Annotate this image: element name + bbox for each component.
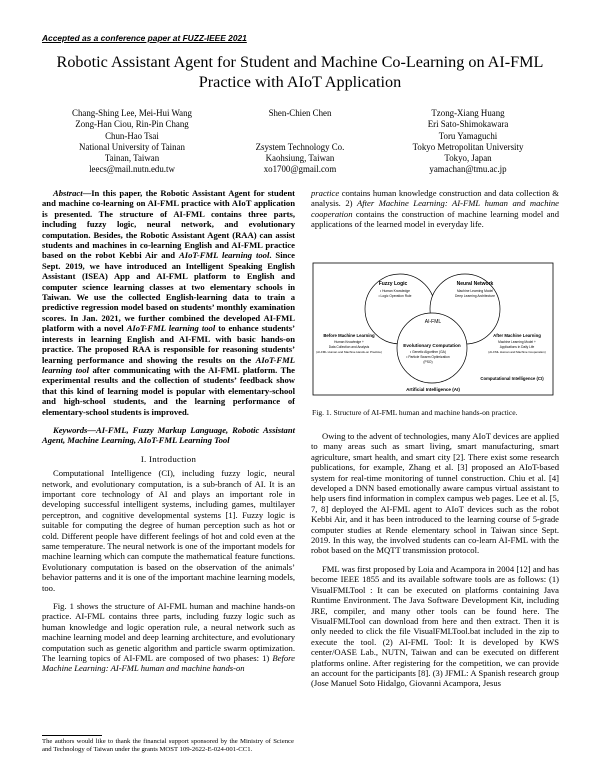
footnote-rule bbox=[42, 735, 102, 736]
author-email: yamachan@tmu.ac.jp bbox=[429, 164, 507, 175]
before-ml-item: Data Collection and Analysis bbox=[328, 345, 370, 349]
keywords bbox=[42, 425, 295, 446]
before-ml-title: Before Machine Learning bbox=[323, 333, 375, 338]
intro-phase-text: Before Machine Learning: AI-FML human and machine hands-on bbox=[42, 653, 295, 674]
paper-title bbox=[40, 52, 560, 92]
section-heading-introduction: I. Introduction bbox=[140, 453, 197, 464]
ai-label: Artificial Intelligence (AI) bbox=[406, 387, 460, 392]
phase-text: practice bbox=[311, 188, 340, 198]
intro-paragraph-2 bbox=[42, 601, 295, 674]
author-line: Chang-Shing Lee, Mei-Hui Wang bbox=[72, 108, 192, 118]
evo-item: • Particle Swarm Optimization bbox=[406, 355, 450, 359]
author-block-3 bbox=[378, 108, 558, 176]
abstract-text: . Since Sept. 2019, we have introduced an Intelligent Speaking English Assistant (ISEA) App and AI-FML platform to English and computer science learning classes at two elementary schools in Taiwan. We use the collected English-learning data to train a predictive regression model based on students’ monthly examination scores. In Jan. 2021, we further combined the developed AI-FML platform with a novel bbox=[42, 250, 295, 334]
abstract-text: In this paper, the Robotic Assistant Agent for student and machine co-learning on AI-FML practice with AIoT application is presented. The structure of AI-FML contains three parts, including fuzzy logic, neural network, and evolutionary computation. Besides, the Robotic Assistant Agent (RAA) can assist students and machines in co-learning English and AI-FML practice based on the robot Kebbi Air and bbox=[42, 188, 295, 261]
author-line: Tokyo Metropolitan University bbox=[412, 141, 524, 152]
author-line: Zsystem Technology Co. bbox=[255, 141, 345, 152]
neural-network-title: Neural Network bbox=[456, 281, 494, 287]
fuzzy-item: • Human Knowledge bbox=[380, 289, 410, 293]
author-email: xo1700@gmail.com bbox=[263, 164, 337, 175]
author-line: Zong-Han Ciou, Rin-Pin Chang bbox=[75, 119, 189, 130]
ai-fml-center-label: AI-FML bbox=[424, 319, 442, 325]
after-ml-title: After Machine Learning bbox=[493, 333, 541, 338]
author-email: leecs@mail.nutn.edu.tw bbox=[89, 164, 175, 175]
phase-text: After Machine Learning: AI-FML human and machine cooperation bbox=[311, 198, 559, 219]
after-ml-item: Machine Learning Model + bbox=[498, 340, 536, 344]
right-paragraph-2: FML was first proposed by Loia and Acampora in 2004 [12] and has become IEEE 1855 and its available software tools are as follows: (1) VisualFMLTool : It can be executed on platforms containing Java Runtime Environment. The Java Software Development Kit, including JRE, compiler, and many other tools can be found here. The VisualFMLTool can download from here and then extract. Then it is only needed to click the file VisualFMLTool.bat included in the zip to execute the tool. (2) AI-FML Tool: It is developed by KWS center/OASE Lab., NUTN, Taiwan and can be executed on different platforms online. After registering for the competition, we can provide an account for the participants [8]. (3) JFML: A Spanish research group (Jose Manuel Soto Hidalgo, Giovanni Acampora, Jesus bbox=[311, 563, 559, 689]
abstract-text: after communicating with the AI-FML platform. The experimental results and the collection of students’ feedback show that this kind of learning model is popular with elementary-school and high-school students, and the learning performance of elementary-school students is improved. bbox=[42, 364, 295, 417]
right-text: contains the construction of machine learning model and applications of the learned model in everyday life. bbox=[311, 208, 559, 230]
after-ml-item: Applications in Daily Life bbox=[499, 345, 535, 349]
author-line: Tokyo, Japan bbox=[444, 153, 492, 164]
intro-paragraph-1: Computational Intelligence (CI), including fuzzy logic, neural network, and evolutionary computation, is a sub-branch of AI. It is an important core technology of AI and plays an important role in developing successful intelligent systems, including games, multilayer perceptron, and cognitive developmental systems [1]. Fuzzy logic is suitable for computing the degree of human perception such as hot or cold. Different people have different feelings of hot and cold even at the same temperature. The neural network is one of the important models for machine learning which can compute the mathematical feature functions. Evolutionary computation is based on the observation of the animals’ behavior patterns and it is one of the important machine learning models, too. bbox=[42, 468, 295, 593]
keywords-label: Keywords— bbox=[53, 424, 96, 435]
right-column-bottom bbox=[311, 431, 559, 689]
author-line: Toru Yamaguchi bbox=[438, 130, 498, 141]
figure-1-diagram bbox=[312, 262, 554, 396]
ci-label: Computational Intelligence (CI) bbox=[480, 376, 544, 381]
right-text: contains human knowledge construction and data collection & analysis. 2) bbox=[311, 188, 559, 209]
abstract-text: to enhance students’ interests in learning English and AI-FML with basic hands-on practice. The proposed RAA is responsible for reasoning students’ learning performance and showing the results on the bbox=[42, 323, 295, 365]
abstract bbox=[42, 188, 295, 417]
fuzzy-item: • Logic Operation Rule bbox=[378, 294, 412, 298]
nn-item: Deep Learning Architecture bbox=[455, 294, 495, 298]
before-ml-item: Human Knowledge + bbox=[334, 340, 364, 344]
evo-item: • Genetic Algorithm (GA) bbox=[410, 350, 446, 354]
nn-item: Machine Learning Model bbox=[456, 289, 494, 293]
left-column bbox=[42, 188, 295, 674]
abstract-dash: — bbox=[82, 188, 92, 198]
evo-item: (PSO) bbox=[423, 360, 433, 364]
intro-text: Fig. 1 shows the structure of AI-FML human and machine hands-on practice. AI-FML contains three parts, including fuzzy logic such as human knowledge and logic operation rule, a neural network such as machine learning model and deep learning architecture, and evolutionary computation such as genetic algorithm and particle swarm optimization. The learning topics of AI-FML are composed of two phases: 1) bbox=[42, 601, 295, 664]
author-line: National University of Tainan bbox=[79, 141, 185, 152]
footnote: The authors would like to thank the financial support sponsored by the Ministry of Science and Technology of Taiwan under the grants MOST 109-2622-E-024-001-CC1. bbox=[42, 738, 294, 754]
author-line: Eri Sato-Shimokawara bbox=[427, 119, 509, 130]
author-line: Kaohsiung, Taiwan bbox=[265, 153, 335, 164]
author-line: Tainan, Taiwan bbox=[104, 153, 160, 164]
author-block-2 bbox=[212, 108, 388, 176]
after-ml-item: (AI-FML Human and Machine Cooperation) bbox=[488, 350, 546, 354]
figure-1-caption: Fig. 1. Structure of AI-FML human and machine hands-on practice. bbox=[312, 408, 518, 417]
author-line: Shen-Chien Chen bbox=[268, 108, 332, 118]
title-line-2: Practice with AIoT Application bbox=[198, 73, 402, 91]
abstract-tool: AIoT-FML learning tool bbox=[42, 354, 295, 375]
author-line: Chun-Hao Tsai bbox=[105, 130, 159, 141]
figure-1 bbox=[312, 262, 554, 396]
acceptance-banner: Accepted as a conference paper at FUZZ-IEEE 2021 bbox=[42, 33, 247, 43]
author-line: Tzong-Xiang Huang bbox=[431, 108, 505, 118]
right-paragraph-1: Owing to the advent of technologies, many AIoT devices are applied to many areas such as smart living, smart manufacturing, smart agriculture, smart health, and smart city [2]. There exist some research publications, for example, Zhang et al. [3] proposed an AIoT-based system for real-time monitoring of tunnel construction. Chiu et al. [4] developed a DNN based emotionally aware campus virtual assistant to help users find information in complex campus web pages. Lee et al. [5, 7, 8] deployed the AI-FML agent to AIoT devices such as the robot Kebbi Air, and it has been introduced to the learning course of 5-grade computer studies at Rende elementary school in Taiwan since Sept. 2019. In this way, the involved students can co-learn AI-FML with the robot based on the MQTT transmission protocol. bbox=[311, 431, 559, 556]
title-line-1: Robotic Assistant Agent for Student and Machine Co-Learning on AI-FML bbox=[56, 53, 544, 71]
author-block-1 bbox=[42, 108, 222, 176]
abstract-tool: AIoT-FML learning tool bbox=[179, 250, 270, 261]
fuzzy-logic-title: Fuzzy Logic bbox=[378, 281, 408, 287]
before-ml-item: (AI-FML Human and Machine Hands-on Practice) bbox=[316, 350, 382, 354]
right-paragraph-0 bbox=[311, 188, 559, 230]
right-column-top bbox=[311, 188, 559, 230]
abstract-tool: AIoT-FML learning tool bbox=[126, 323, 216, 334]
abstract-label: Abstract bbox=[53, 188, 83, 198]
keywords-text: AI-FML, Fuzzy Markup Language, Robotic Assistant Agent, Machine Learning, AIoT-FML Learning Tool bbox=[42, 424, 295, 446]
evolutionary-title: Evolutionary Computation bbox=[403, 343, 461, 348]
